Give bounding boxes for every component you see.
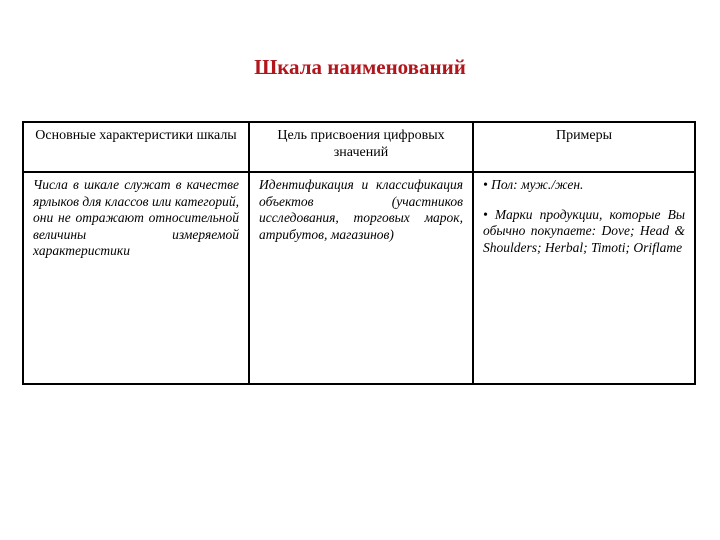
cell-examples	[473, 172, 695, 384]
table-header-row	[23, 122, 695, 172]
example-item-gender: • Пол: муж./жен.	[483, 177, 584, 192]
page-title: Шкала наименований	[254, 55, 466, 79]
header-purpose: Цель присвоения цифровых значений	[249, 122, 473, 172]
cell-purpose: Идентификация и классификация объектов (участников исследования, торговых марок, атрибутов, магазинов)	[249, 172, 473, 384]
header-examples: Примеры	[473, 122, 695, 172]
table-row	[23, 172, 695, 384]
cell-characteristics: Числа в шкале служат в качестве ярлыков для классов или категорий, они не отражают относительной величины измеряемой характеристики	[23, 172, 249, 384]
example-item-brands: • Марки продукции, которые Вы обычно покупаете: Dove; Head & Shoulders; Herbal; Timoti; Oriflame	[483, 206, 685, 255]
header-characteristics: Основные характеристики шкалы	[23, 122, 249, 172]
naming-scale-table	[22, 121, 696, 385]
